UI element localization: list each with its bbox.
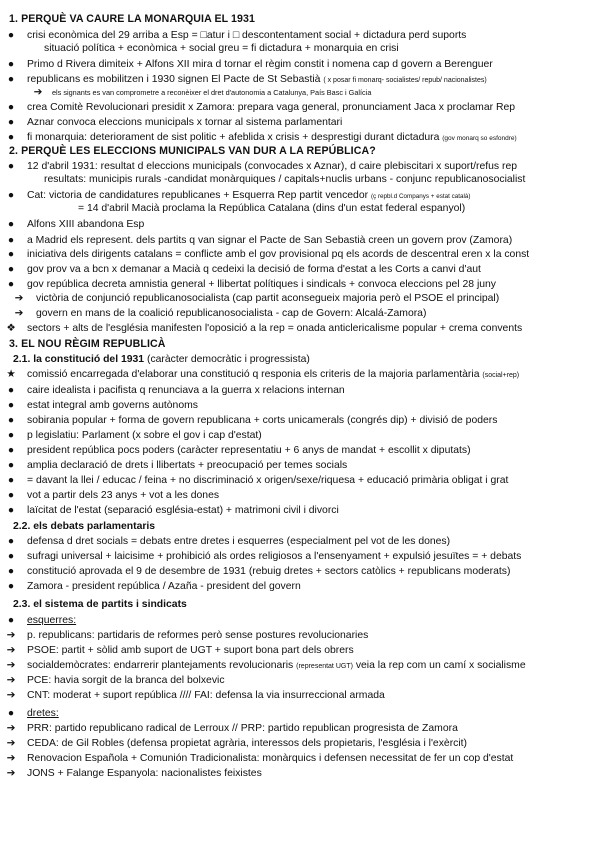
document-page: 1. PERQUÈ VA CAURE LA MONARQUIA EL 1931 ● crisi econòmica del 29 arriba a Esp = □atur i □ descontentament social + dictadura perd suports situació política + econòmica + social greu = fi dictadura + monarquia en crisi ● Primo d Rivera dimiteix + Alfons XII mira d tornar el règim constit i nomena cap d govern a Berenguer ● republicans es mobilitzen i 1930 signen El Pacte de St Sebastià ( x posar fi monarq- socialistes/ repub/ nacionalistes) ➔ els signants es van comprometre a reconèixer el dret d'autonomia a Catalunya, País Basc i Galícia ● crea Comitè Revolucionari presidit x Zamora: prepara vaga general, pronunciament Jaca x proclamar Rep ● Aznar convoca eleccions municipals x tornar al sistema parlamentari ● fi monarquia: deteriorament de sist politic + afeblida x crisis + desprestigi durant dictadura (gov monarq so esfondre) 2. PERQUÈ LES ELECCIONS MUNICIPALS VAN DUR A LA REPÚBLICA? ● 12 d'abril 1931: resultat d eleccions municipals (convocades x Aznar), d caire plebiscitari x suport/refus rep resultats: municipis rurals -candidat monàrquiques / capitals+nuclis urbans - conjunc republicanosocialist ● Cat: victoria de candidatures republicanes + Esquerra Rep partit vencedor (ç repbl.d Companys + estat català) = 14 d'abril Macià proclama la República Catalana (dins d'un estat federal espanyol) ● Alfons XIII abandona Esp ● a Madrid els represent. dels partits q van signar el Pacte de San Sebastià creen un govern prov (Zamora) ● iniciativa dels dirigents catalans = conflicte amb el gov provisional pq els acords de descentral eren x la const ● gov prov va a bcn x demanar a Macià q cedeixi la decisió de forma d'estat a les Corts a canvi d'aut ● gov república decreta amnistia general + llibertat polítiques i sindicals + convoca eleccions pel 28 juny ➔ victòria de conjunció republicanosocialista (cap partit aconsegueix majoria però el PSOE el principal) ➔ govern en mans de la coalició republicanosocialista - cap de Govern: Alcalá-Zamora) ❖ sectors + alts de l'església manifesten l'oposició a la rep = onada anticlericalisme popular + crema convents 3. EL NOU RÈGIM REPUBLICÀ 2.1. la constitució del 1931 (caràcter democràtic i progressista) ★ comissió encarregada d'elaborar una constitució q responia els criteris de la majoria parlamentària (social+rep) ● caire idealista i pacifista q renunciava a la guerra x relacions internan ● estat integral amb governs autònoms ● sobirania popular + forma de govern republicana + corts unicamerals (congrés dip) + divisió de poders ● p legislatiu: Parlament (x sobre el gov i cap d'estat) ● president república pocs poders (caràcter representatiu + 6 anys de mandat + escollit x diputats) ● amplia declaració de drets i llibertats + preocupació per temes socials ● = davant la llei / educac / feina + no discriminació x origen/sexe/riquesa + educació primària obligat i grat ● vot a partir dels 23 anys + vot a les dones ● laïcitat de l'estat (separació església-estat) + matrimoni civil i divorci 2.2. els debats parlamentaris ● defensa d dret socials = debats entre dretes i esquerres (especialment pel vot de les dones) ● sufragi universal + laicisime + prohibició als ordes religiosos a l'ensenyament + expulsió jesuïtes = + debats ● constitució aprovada el 9 de desembre de 1931 (rebuig dretes + sectors catòlics + republicans moderats) ● Zamora - president república / Azaña - president del govern 2.3. el sistema de partits i sindicats ● esquerres: ➔ p. republicans: partidaris de reformes però sense postures revolucionaries ➔ PSOE: partit + sòlid amb suport de UGT + suport bona part dels obrers ➔ socialdemòcrates: endarrerir plantejaments revolucionaris (representat UGT) veia la rep com un camí x socialisme ➔ PCE: havia sorgit de la branca del bolxevic ➔ CNT: moderat + suport república //// FAI: defensa la via insurreccional armada ● dretes: ➔ PRR: partido republicano radical de Lerroux // PRP: partido republican progresista de Zamora ➔ CEDA: de Gil Robles (defensa propietat agrària, interessos dels propietaris, l'església i l'exèrcit) ➔ Renovacion Española + Comunión Tradicionalista: monàrquics i defensen necessitat de fer un cop d'estat ➔ JONS + Falange Espanyola: nacionalistes feixistes [6,13,530,779]
